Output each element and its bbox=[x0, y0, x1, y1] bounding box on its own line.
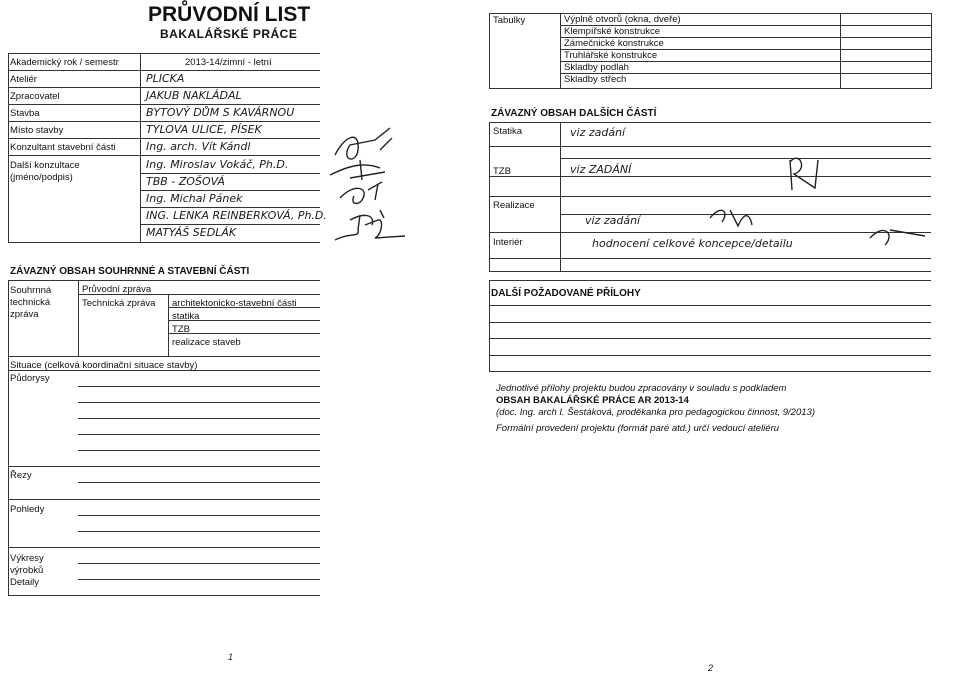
tzb-value: viz ZADÁNÍ bbox=[570, 163, 632, 176]
tabulky-item: Skladby podlah bbox=[564, 62, 629, 73]
part-label: statika bbox=[172, 311, 200, 322]
tabulky-item: Výplně otvorů (okna, dveře) bbox=[564, 14, 681, 25]
signatures-image bbox=[690, 140, 930, 260]
tzb-label: TZB bbox=[493, 166, 511, 177]
vykresy-label: Výkresy bbox=[10, 553, 44, 564]
consultant-name: ING. LENKA REINBERKOVÁ, Ph.D. bbox=[146, 209, 327, 222]
dalsi-heading: ZÁVAZNÝ OBSAH DALŠÍCH ČÁSTÍ bbox=[491, 108, 657, 119]
page-number: 1 bbox=[228, 652, 234, 662]
info-label-konzultant: Konzultant stavební části bbox=[10, 142, 116, 153]
tabulky-label: Tabulky bbox=[493, 15, 526, 26]
note-line: (doc. Ing. arch I. Šestáková, proděkanka pro pedagogickou činnost, 9/2013) bbox=[496, 407, 815, 418]
rezy-label: Řezy bbox=[10, 470, 32, 481]
info-label-misto: Místo stavby bbox=[10, 125, 64, 136]
part-label: realizace staveb bbox=[172, 337, 241, 348]
tabulky-item: Klempířské konstrukce bbox=[564, 26, 661, 37]
consult-label: Další konzultace bbox=[10, 160, 80, 171]
technicka-zprava-label: Technická zpráva bbox=[82, 298, 156, 309]
consult-label-sub: (jméno/podpis) bbox=[10, 172, 73, 183]
vykresy-label: výrobků bbox=[10, 565, 44, 576]
note-line: OBSAH BAKALÁŘSKÉ PRÁCE AR 2013-14 bbox=[496, 395, 689, 406]
interier-label: Interiér bbox=[493, 237, 523, 248]
realizace-value: viz zadání bbox=[585, 214, 641, 227]
statika-label: Statika bbox=[493, 126, 523, 137]
info-label-stavba: Stavba bbox=[10, 108, 40, 119]
consultant-name: Ing. Miroslav Vokáč, Ph.D. bbox=[146, 158, 289, 171]
consultant-name: TBB - ZOŠOVÁ bbox=[146, 175, 225, 188]
page-number: 2 bbox=[708, 663, 714, 673]
info-value-atelier: PLICKA bbox=[146, 72, 185, 85]
tabulky-item: Truhlářské konstrukce bbox=[564, 50, 658, 61]
detaily-label: Detaily bbox=[10, 577, 40, 588]
note-line: Jednotlivé přílohy projektu budou zpracovány v souladu s podkladem bbox=[496, 383, 787, 394]
page-title: PRŮVODNÍ LIST bbox=[148, 3, 311, 26]
souhrnne-heading: ZÁVAZNÝ OBSAH SOUHRNNÉ A STAVEBNÍ ČÁSTI bbox=[10, 266, 250, 277]
info-label-atelier: Ateliér bbox=[10, 74, 37, 85]
pudorysy-label: Půdorysy bbox=[10, 373, 50, 384]
pohledy-label: Pohledy bbox=[10, 504, 45, 515]
situace-label: Situace (celková koordinační situace stavby) bbox=[10, 360, 198, 371]
info-label-zpracovatel: Zpracovatel bbox=[10, 91, 60, 102]
info-value-stavba: BYTOVÝ DŮM S KAVÁRNOU bbox=[146, 106, 295, 119]
note-line: Formální provedení projektu (formát paré atd.) určí vedoucí ateliéru bbox=[496, 423, 780, 434]
interier-value: hodnocení celkové koncepce/detailu bbox=[592, 237, 793, 250]
part-label: architektonicko-stavební části bbox=[172, 298, 297, 309]
info-value-konzultant: Ing. arch. Vít Kándl bbox=[146, 140, 251, 153]
page-subtitle: BAKALÁŘSKÉ PRÁCE bbox=[160, 27, 298, 41]
prilohy-heading: DALŠÍ POŽADOVANÉ PŘÍLOHY bbox=[491, 288, 641, 299]
souhrnna-label: technická bbox=[10, 297, 51, 308]
tabulky-item: Zámečnické konstrukce bbox=[564, 38, 664, 49]
realizace-label: Realizace bbox=[493, 200, 535, 211]
consultant-name: MATYÁŠ SEDLÁK bbox=[146, 226, 237, 239]
info-value-rok: 2013-14/zimní - letní bbox=[185, 57, 272, 68]
info-value-zpracovatel: JAKUB NAKLÁDAL bbox=[146, 89, 242, 102]
consultant-name: Ing. Michal Pánek bbox=[146, 192, 243, 205]
tabulky-item: Skladby střech bbox=[564, 74, 627, 85]
souhrnna-label: zpráva bbox=[10, 309, 39, 320]
signatures-image bbox=[320, 120, 440, 250]
info-label-rok: Akademický rok / semestr bbox=[10, 57, 119, 68]
statika-value: viz zadání bbox=[570, 126, 626, 139]
info-value-misto: TYLOVA ULICE, PÍSEK bbox=[146, 123, 262, 136]
pruvodni-zprava-label: Průvodní zpráva bbox=[82, 284, 152, 295]
souhrnna-label: Souhrnná bbox=[10, 285, 52, 296]
part-label: TZB bbox=[172, 324, 190, 335]
